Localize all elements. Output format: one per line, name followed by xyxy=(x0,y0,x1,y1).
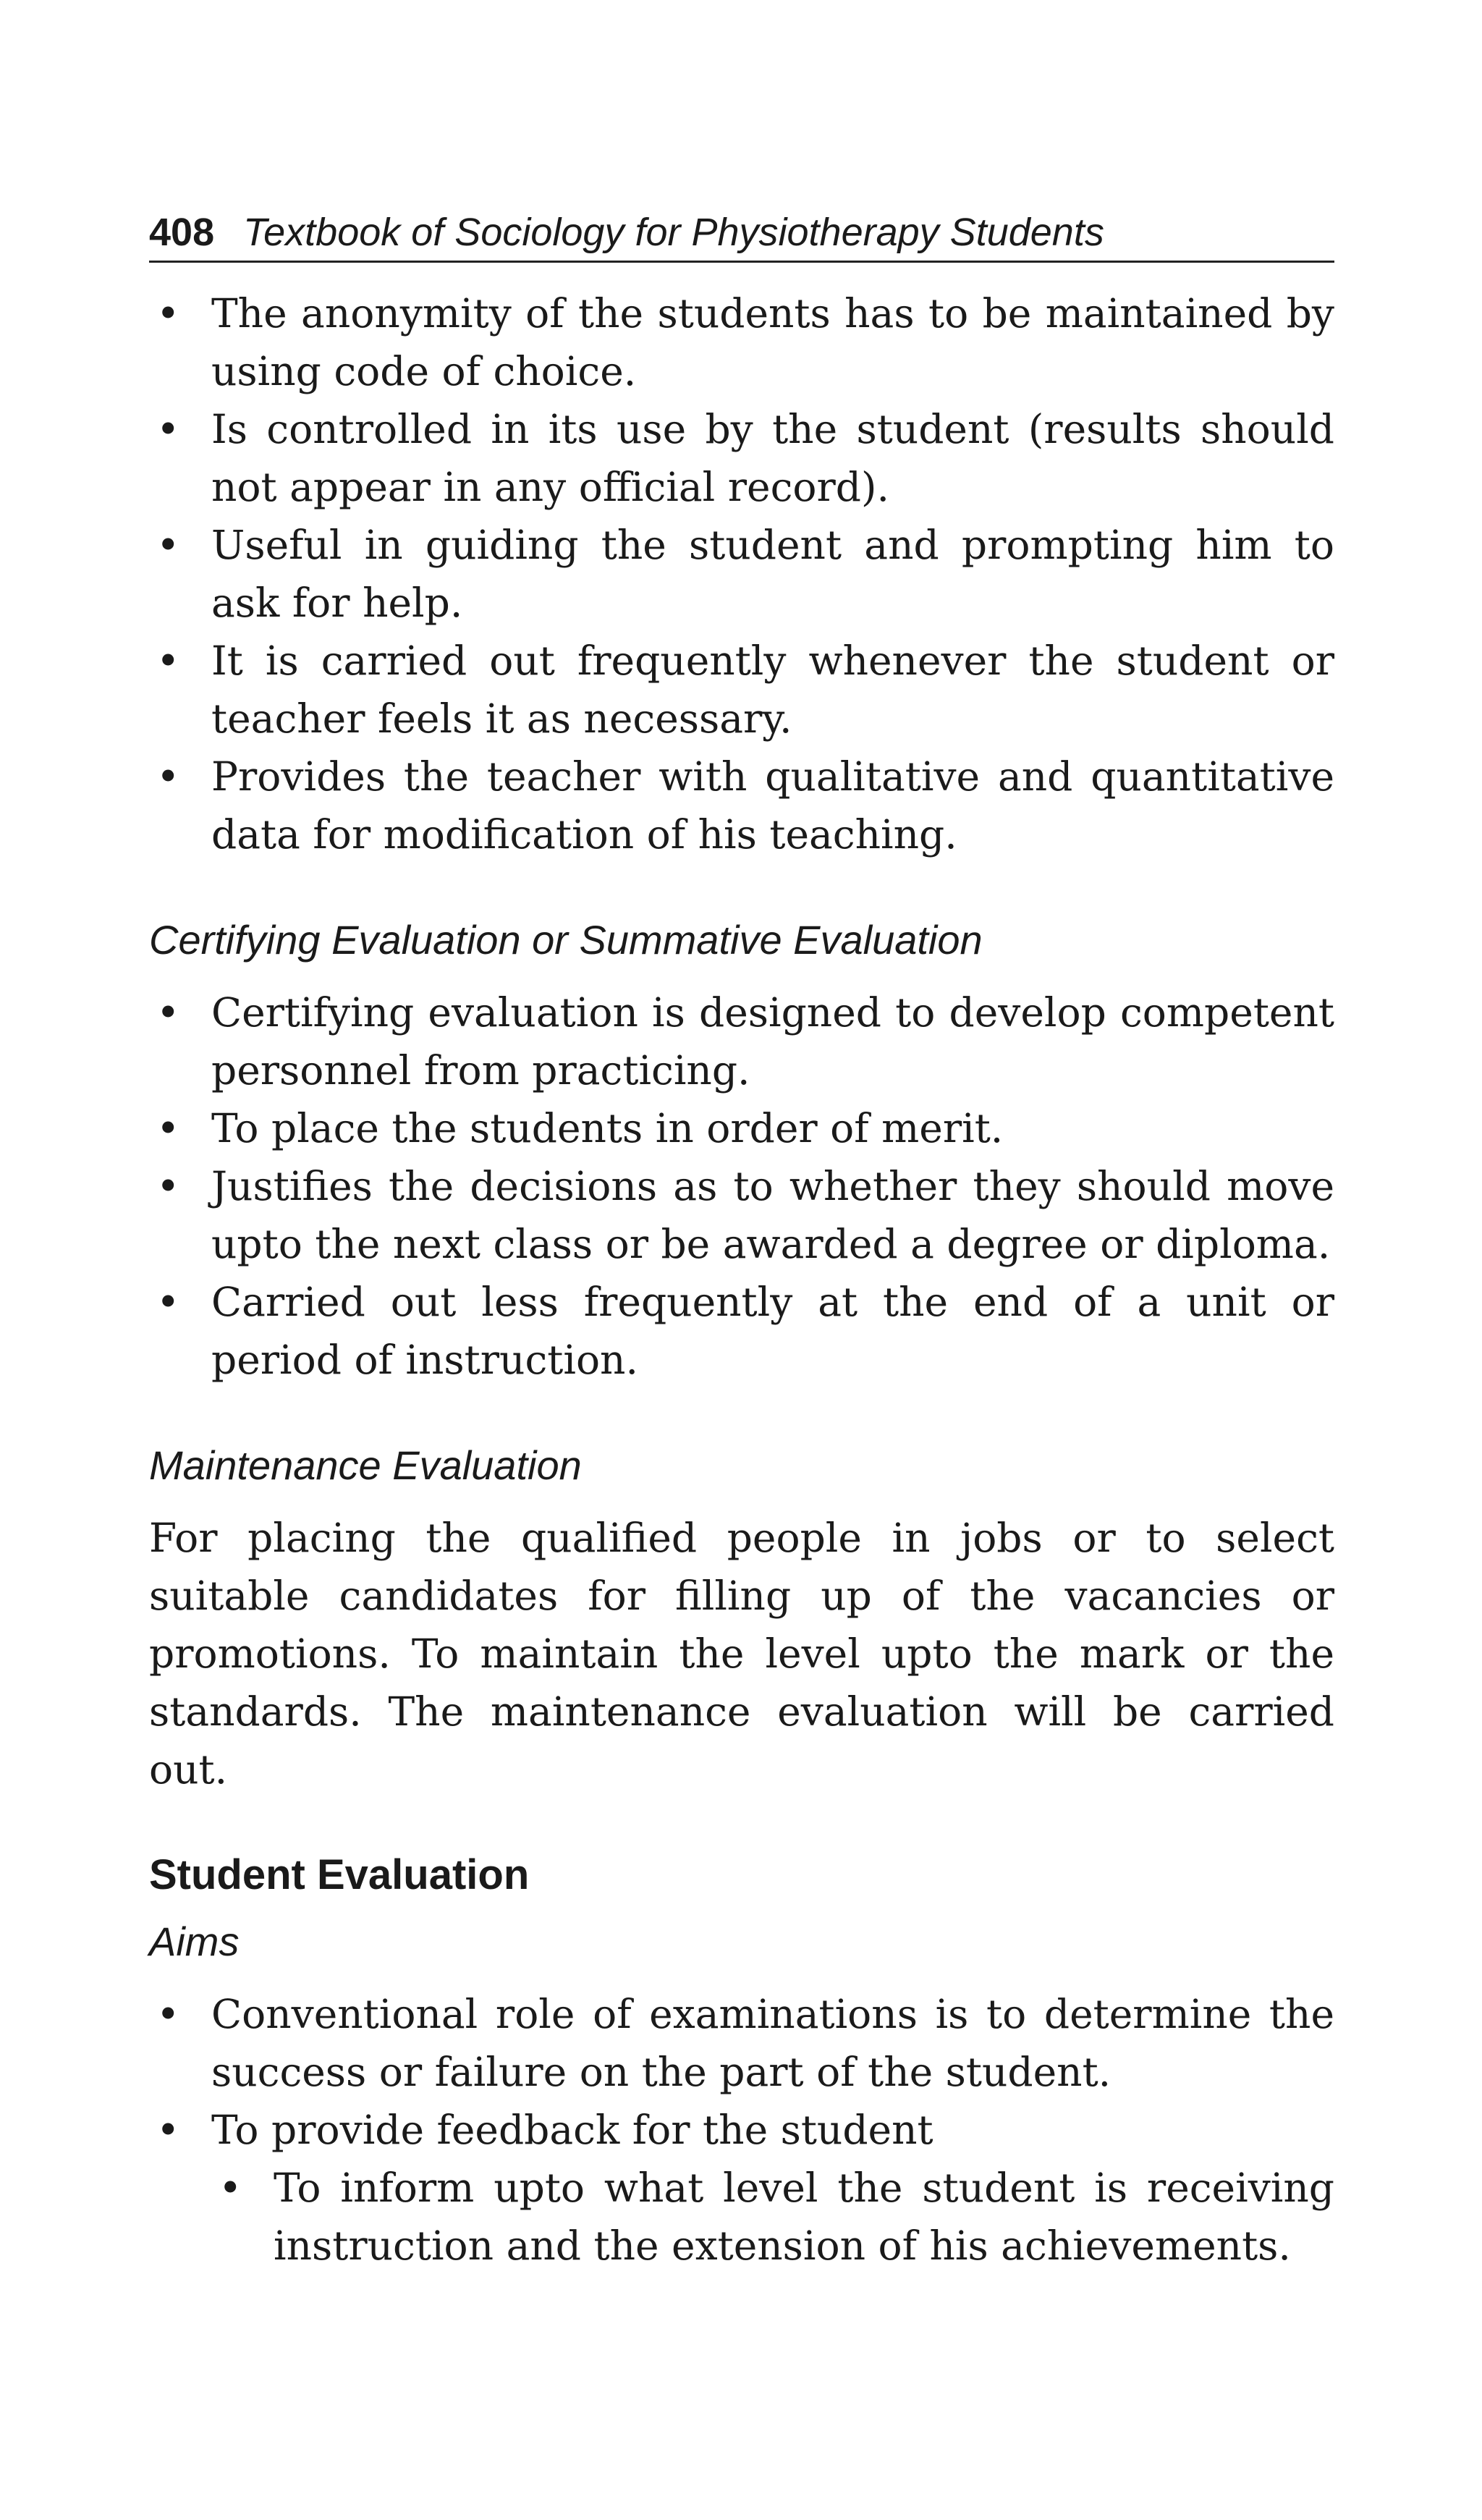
list-item-text: Useful in guiding the student and prompting him to ask for help. xyxy=(211,522,1334,626)
bullet-icon: • xyxy=(156,638,180,684)
maintenance-evaluation-heading: Maintenance Evaluation xyxy=(149,1442,582,1488)
certifying-evaluation-heading: Certifying Evaluation or Summative Evaluation xyxy=(149,917,983,963)
list-item xyxy=(149,1157,1334,1273)
list-item xyxy=(149,1099,1334,1157)
bullet-icon: • xyxy=(156,406,180,452)
bullet-icon: • xyxy=(156,1279,180,1325)
sub-list-item xyxy=(211,2159,1334,2275)
bullet-icon: • xyxy=(156,290,180,337)
running-title: Textbook of Sociology for Physiotherapy Students xyxy=(243,211,1104,254)
bullet-icon: • xyxy=(219,2165,242,2211)
page-number: 408 xyxy=(149,211,215,254)
list-item xyxy=(149,284,1334,400)
intro-bullet-list xyxy=(149,284,1334,863)
list-item xyxy=(149,984,1334,1099)
list-item xyxy=(149,1273,1334,1389)
list-item-text: Is controlled in its use by the student (results should not appear in any official record). xyxy=(211,406,1334,510)
list-item-text: To provide feedback for the student xyxy=(211,2107,933,2153)
list-item-text: Justifies the decisions as to whether they should move upto the next class or be awarded a degree or diploma. xyxy=(211,1163,1334,1267)
bullet-icon: • xyxy=(156,989,180,1036)
bullet-icon: • xyxy=(156,1991,180,2037)
list-item-text: To place the students in order of merit. xyxy=(211,1105,1004,1151)
bullet-icon: • xyxy=(156,753,180,800)
list-item xyxy=(149,1985,1334,2101)
running-header xyxy=(149,210,1334,263)
sub-list-item-text: To inform upto what level the student is receiving instruction and the extension of his achievements. xyxy=(274,2165,1334,2269)
book-page xyxy=(149,210,1334,2275)
bullet-icon: • xyxy=(156,1105,180,1151)
aims-heading: Aims xyxy=(149,1919,240,1964)
list-item xyxy=(149,516,1334,632)
aims-sub-bullet-list xyxy=(211,2159,1334,2275)
list-item-text: Carried out less frequently at the end of a unit or period of instruction. xyxy=(211,1279,1334,1383)
list-item-text: The anonymity of the students has to be maintained by using code of choice. xyxy=(211,290,1334,394)
list-item-text: It is carried out frequently whenever the student or teacher feels it as necessary. xyxy=(211,638,1334,742)
bullet-icon: • xyxy=(156,1163,180,1209)
maintenance-paragraph: For placing the qualified people in jobs or to select suitable candidates for filling up of the vacancies or promotions. To maintain the level upto the mark or the standards. The maintenance evaluation will be carried out. xyxy=(149,1515,1334,1793)
list-item-text: Provides the teacher with qualitative and quantitative data for modification of his teaching. xyxy=(211,753,1334,858)
list-item xyxy=(149,2101,1334,2275)
list-item-text: Conventional role of examinations is to determine the success or failure on the part of the student. xyxy=(211,1991,1334,2095)
certifying-bullet-list xyxy=(149,984,1334,1389)
list-item-text: Certifying evaluation is designed to develop competent personnel from practicing. xyxy=(211,989,1334,1094)
list-item xyxy=(149,632,1334,748)
list-item xyxy=(149,748,1334,863)
aims-bullet-list xyxy=(149,1985,1334,2275)
bullet-icon: • xyxy=(156,2107,180,2153)
student-evaluation-heading: Student Evaluation xyxy=(149,1851,530,1898)
list-item xyxy=(149,400,1334,516)
bullet-icon: • xyxy=(156,522,180,568)
